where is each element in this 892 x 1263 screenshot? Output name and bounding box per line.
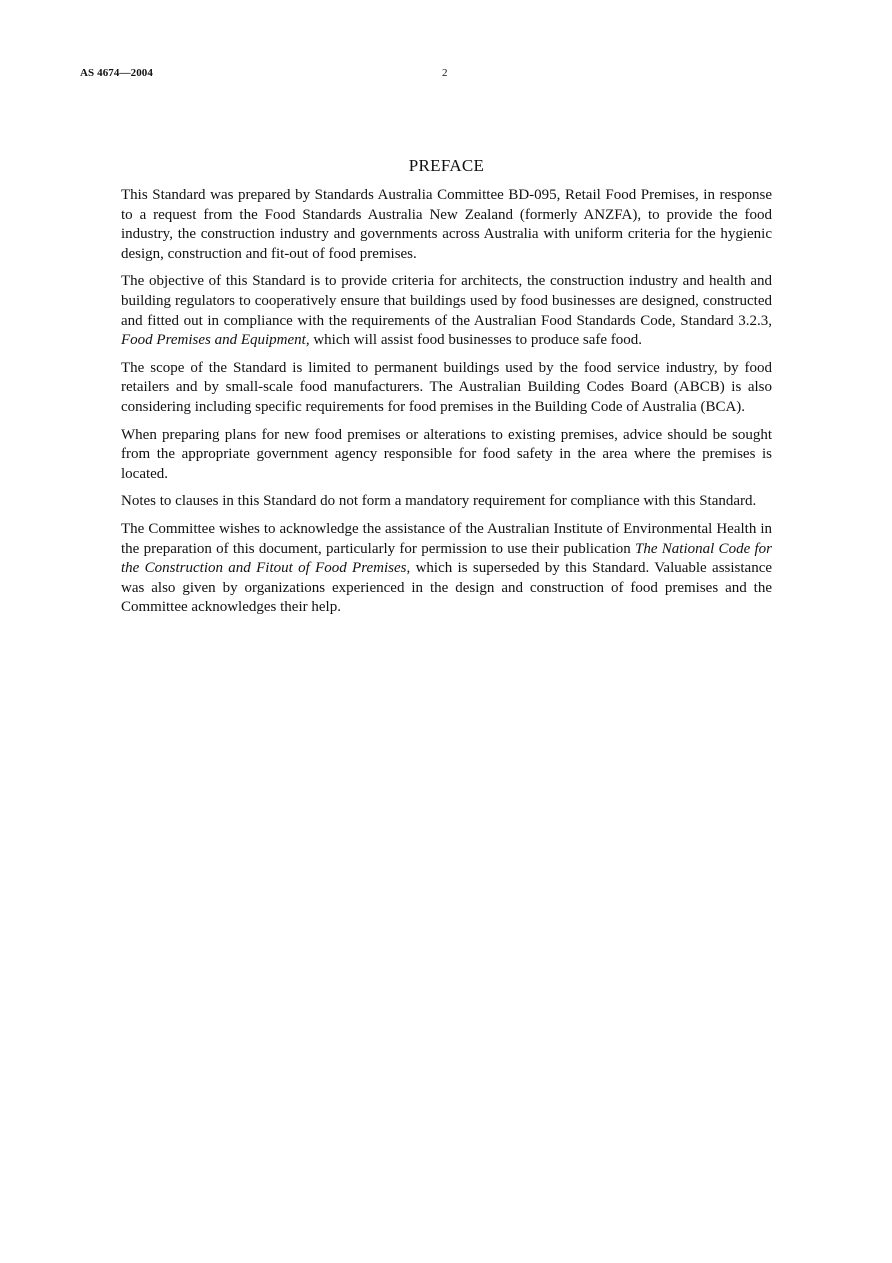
preface-body (121, 186, 772, 626)
paragraph-objective-text-start: The objective of this Standard is to provide criteria for architects, the construction industry and health and building regulators to cooperatively ensure that buildings used by food businesses are designed, constructed and fitted out in compliance with the requirements of the Australian Food Standards Code, Standard 3.2.3, (121, 273, 772, 329)
paragraph-advice: When preparing plans for new food premises or alterations to existing premises, advice should be sought from the appropriate government agency responsible for food safety in the area where the premises is located. (121, 426, 772, 482)
paragraph-committee: This Standard was prepared by Standards Australia Committee BD-095, Retail Food Premises, in response to a request from the Food Standards Australia New Zealand (formerly ANZFA), to provide the food industry, the construction industry and governments across Australia with uniform criteria for the hygienic design, construction and fit-out of food premises. (121, 187, 772, 262)
paragraph-objective-text-end: , which will assist food businesses to produce safe food. (305, 332, 643, 349)
paragraph-objective (121, 272, 772, 350)
running-header (80, 67, 820, 83)
preface-title: PREFACE (408, 156, 485, 175)
paragraph-acknowledgement (121, 520, 772, 618)
standard-title-italic: Food Premises and Equipment (121, 332, 306, 349)
paragraph-acknowledgement-text-end: , which is superseded by this Standard. Valuable assistance was also given by organizations experienced in the design and construction of food premises and the Committee acknowledges their help. (121, 560, 773, 616)
paragraph-scope: The scope of the Standard is limited to permanent buildings used by the food service industry, by food retailers and by small-scale food manufacturers. The Australian Building Codes Board (ABCB) is also considering including specific requirements for food premises in the Building Code of Australia (BCA). (121, 359, 772, 415)
page-number: 2 (442, 67, 448, 79)
document-id: AS 4674—2004 (80, 67, 154, 79)
paragraph-notes: Notes to clauses in this Standard do not form a mandatory requirement for compliance with this Standard. (121, 493, 757, 510)
paragraph-acknowledgement-text-start: The Committee wishes to acknowledge the assistance of the Australian Institute of Environmental Health in the preparation of this document, particularly for permission to use their publication (121, 520, 772, 557)
publication-title-italic: The National Code for the Construction and Fitout of Food Premises (121, 540, 772, 577)
